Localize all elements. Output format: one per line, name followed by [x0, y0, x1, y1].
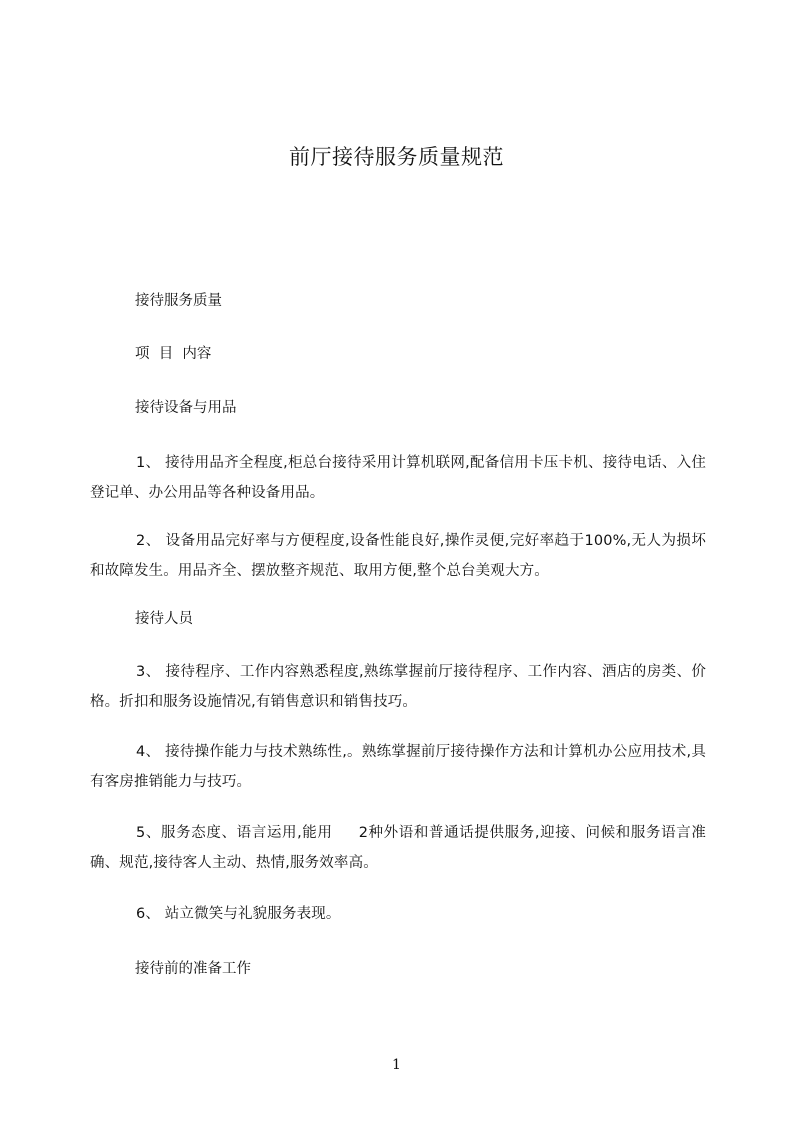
subsection-staff: 接待人员	[135, 611, 193, 627]
subsection-equipment: 接待设备与用品	[135, 400, 237, 416]
column-header: 项 目 内容	[135, 346, 212, 362]
paragraph-3: 3、 接待程序、工作内容熟悉程度,熟练掌握前厅接待程序、工作内容、酒店的房类、价格。折扣和服务设施情况,有销售意识和销售技巧。	[90, 664, 706, 710]
subsection-preparation: 接待前的准备工作	[135, 961, 251, 977]
document-title: 前厅接待服务质量规范	[289, 145, 504, 169]
section-heading: 接待服务质量	[135, 293, 222, 309]
paragraph-2: 2、 设备用品完好率与方便程度,设备性能良好,操作灵便,完好率趋于100%,无人为损坏和故障发生。用品齐全、摆放整齐规范、取用方便,整个总台美观大方。	[90, 533, 706, 579]
paragraph-4: 4、 接待操作能力与技术熟练性,。熟练掌握前厅接待操作方法和计算机办公应用技术,具有客房推销能力与技巧。	[90, 744, 706, 790]
paragraph-6: 6、 站立微笑与礼貌服务表现。	[136, 906, 341, 922]
page-number: 1	[392, 1057, 401, 1073]
paragraph-1: 1、 接待用品齐全程度,柜总台接待采用计算机联网,配备信用卡压卡机、接待电话、入住登记单、办公用品等各种设备用品。	[90, 455, 706, 501]
paragraph-5: 5、服务态度、语言运用,能用 2种外语和普通话提供服务,迎接、问候和服务语言准确、规范,接待客人主动、热情,服务效率高。	[90, 825, 706, 871]
